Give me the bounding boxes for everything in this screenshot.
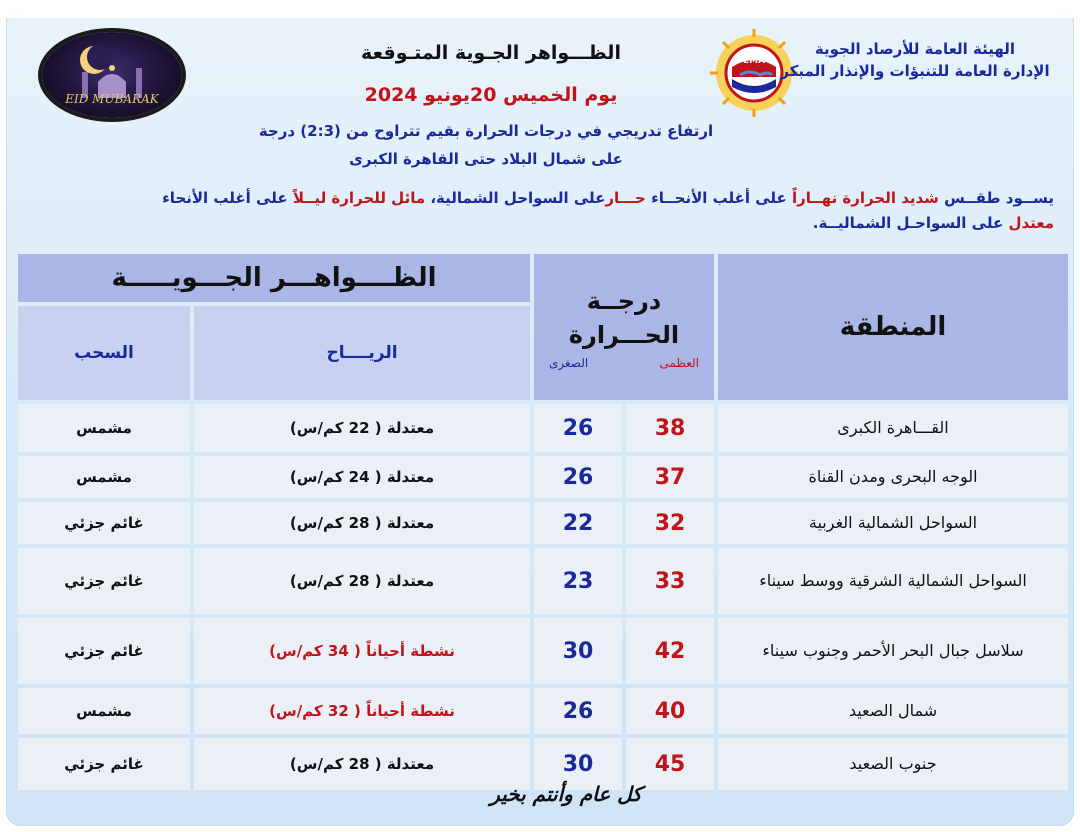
org-line-1: الهيئة العامة للأرصاد الجوية bbox=[814, 40, 1016, 58]
forecast-table bbox=[18, 254, 1068, 782]
cell-max: 37 bbox=[626, 456, 714, 498]
summary-part: على السواحـل الشماليــة. bbox=[812, 214, 1009, 232]
cell-min: 22 bbox=[534, 502, 622, 544]
cell-max: 38 bbox=[626, 404, 714, 452]
cell-region: شمال الصعيد bbox=[718, 688, 1068, 734]
cell-wind: معتدلة ( 28 كم/س) bbox=[194, 738, 530, 790]
header-clouds: السحب bbox=[18, 306, 190, 400]
cell-max: 33 bbox=[626, 548, 714, 614]
cell-wind: معتدلة ( 28 كم/س) bbox=[194, 548, 530, 614]
cell-max: 45 bbox=[626, 738, 714, 790]
ema-logo-text: EMA bbox=[742, 56, 766, 66]
org-line-2: الإدارة العامة للتنبؤات والإنذار المبكر bbox=[780, 62, 1050, 80]
cell-wind: نشطة أحياناً ( 32 كم/س) bbox=[194, 688, 530, 734]
summary-part: على أغلب الأنحاء bbox=[162, 189, 293, 207]
cell-region: الوجه البحرى ومدن القناة bbox=[718, 456, 1068, 498]
cell-min: 23 bbox=[534, 548, 622, 614]
header-winds: الريــــاح bbox=[194, 306, 530, 400]
header-max: العظمى bbox=[659, 356, 699, 370]
summary-part: معتدل bbox=[1008, 214, 1054, 232]
subtitle-line-1: ارتفاع تدريجي في درجات الحرارة بقيم تتراوح من (2:3) درجة bbox=[258, 122, 714, 140]
cell-clouds: غائم جزئي bbox=[18, 738, 190, 790]
cell-wind: معتدلة ( 24 كم/س) bbox=[194, 456, 530, 498]
cell-region: السواحل الشمالية الشرقية ووسط سيناء bbox=[718, 548, 1068, 614]
header-phenomena: الظــــواهـــر الجـــويـــــة bbox=[18, 254, 530, 302]
header-region: المنطقة bbox=[718, 254, 1068, 400]
eid-mubarak-image bbox=[42, 32, 182, 118]
greeting-text: كل عام وأنتم بخير bbox=[490, 782, 642, 806]
cell-min: 26 bbox=[534, 404, 622, 452]
cell-clouds: غائم جزئي bbox=[18, 618, 190, 684]
cell-max: 42 bbox=[626, 618, 714, 684]
header-temperature bbox=[534, 254, 714, 400]
subtitle-line-2: على شمال البلاد حتى القاهرة الكبرى bbox=[349, 150, 623, 168]
cell-min: 26 bbox=[534, 456, 622, 498]
cell-max: 40 bbox=[626, 688, 714, 734]
cell-region: سلاسل جبال البحر الأحمر وجنوب سيناء bbox=[718, 618, 1068, 684]
cell-wind: نشطة أحياناً ( 34 كم/س) bbox=[194, 618, 530, 684]
summary-part: على السواحل الشمالية، bbox=[425, 189, 606, 207]
forecast-summary bbox=[24, 186, 1054, 236]
cell-wind: معتدلة ( 28 كم/س) bbox=[194, 502, 530, 544]
summary-part: مائل للحرارة ليــلاً bbox=[292, 189, 426, 207]
forecast-card bbox=[6, 8, 1074, 826]
cell-max: 32 bbox=[626, 502, 714, 544]
summary-part: على أغلب الأنحــاء bbox=[645, 189, 793, 207]
header-temp-label: درجــة الحـــرارة bbox=[568, 287, 680, 349]
header-min: الصغرى bbox=[549, 356, 589, 370]
cell-min: 26 bbox=[534, 688, 622, 734]
cell-min: 30 bbox=[534, 618, 622, 684]
summary-part: حـــار bbox=[605, 189, 646, 207]
cell-wind: معتدلة ( 22 كم/س) bbox=[194, 404, 530, 452]
forecast-date: يوم الخميس 20يونيو 2024 bbox=[364, 84, 618, 106]
cell-clouds: مشمس bbox=[18, 456, 190, 498]
summary-part: يســود طقــس bbox=[938, 189, 1054, 207]
cell-clouds: غائم جزئي bbox=[18, 502, 190, 544]
cell-clouds: مشمس bbox=[18, 688, 190, 734]
cell-region: القـــاهرة الكبرى bbox=[718, 404, 1068, 452]
cell-region: السواحل الشمالية الغربية bbox=[718, 502, 1068, 544]
organization-name bbox=[780, 38, 1050, 82]
cell-region: جنوب الصعيد bbox=[718, 738, 1068, 790]
cell-clouds: غائم جزئي bbox=[18, 548, 190, 614]
cell-min: 30 bbox=[534, 738, 622, 790]
eid-mubarak-text: EID MUBARAK bbox=[65, 92, 159, 106]
cell-clouds: مشمس bbox=[18, 404, 190, 452]
page-title: الظـــواهر الجـوية المتـوقعة bbox=[361, 42, 621, 64]
top-strip bbox=[6, 8, 1074, 18]
summary-part: شديد الحرارة نهــاراً bbox=[792, 189, 939, 207]
